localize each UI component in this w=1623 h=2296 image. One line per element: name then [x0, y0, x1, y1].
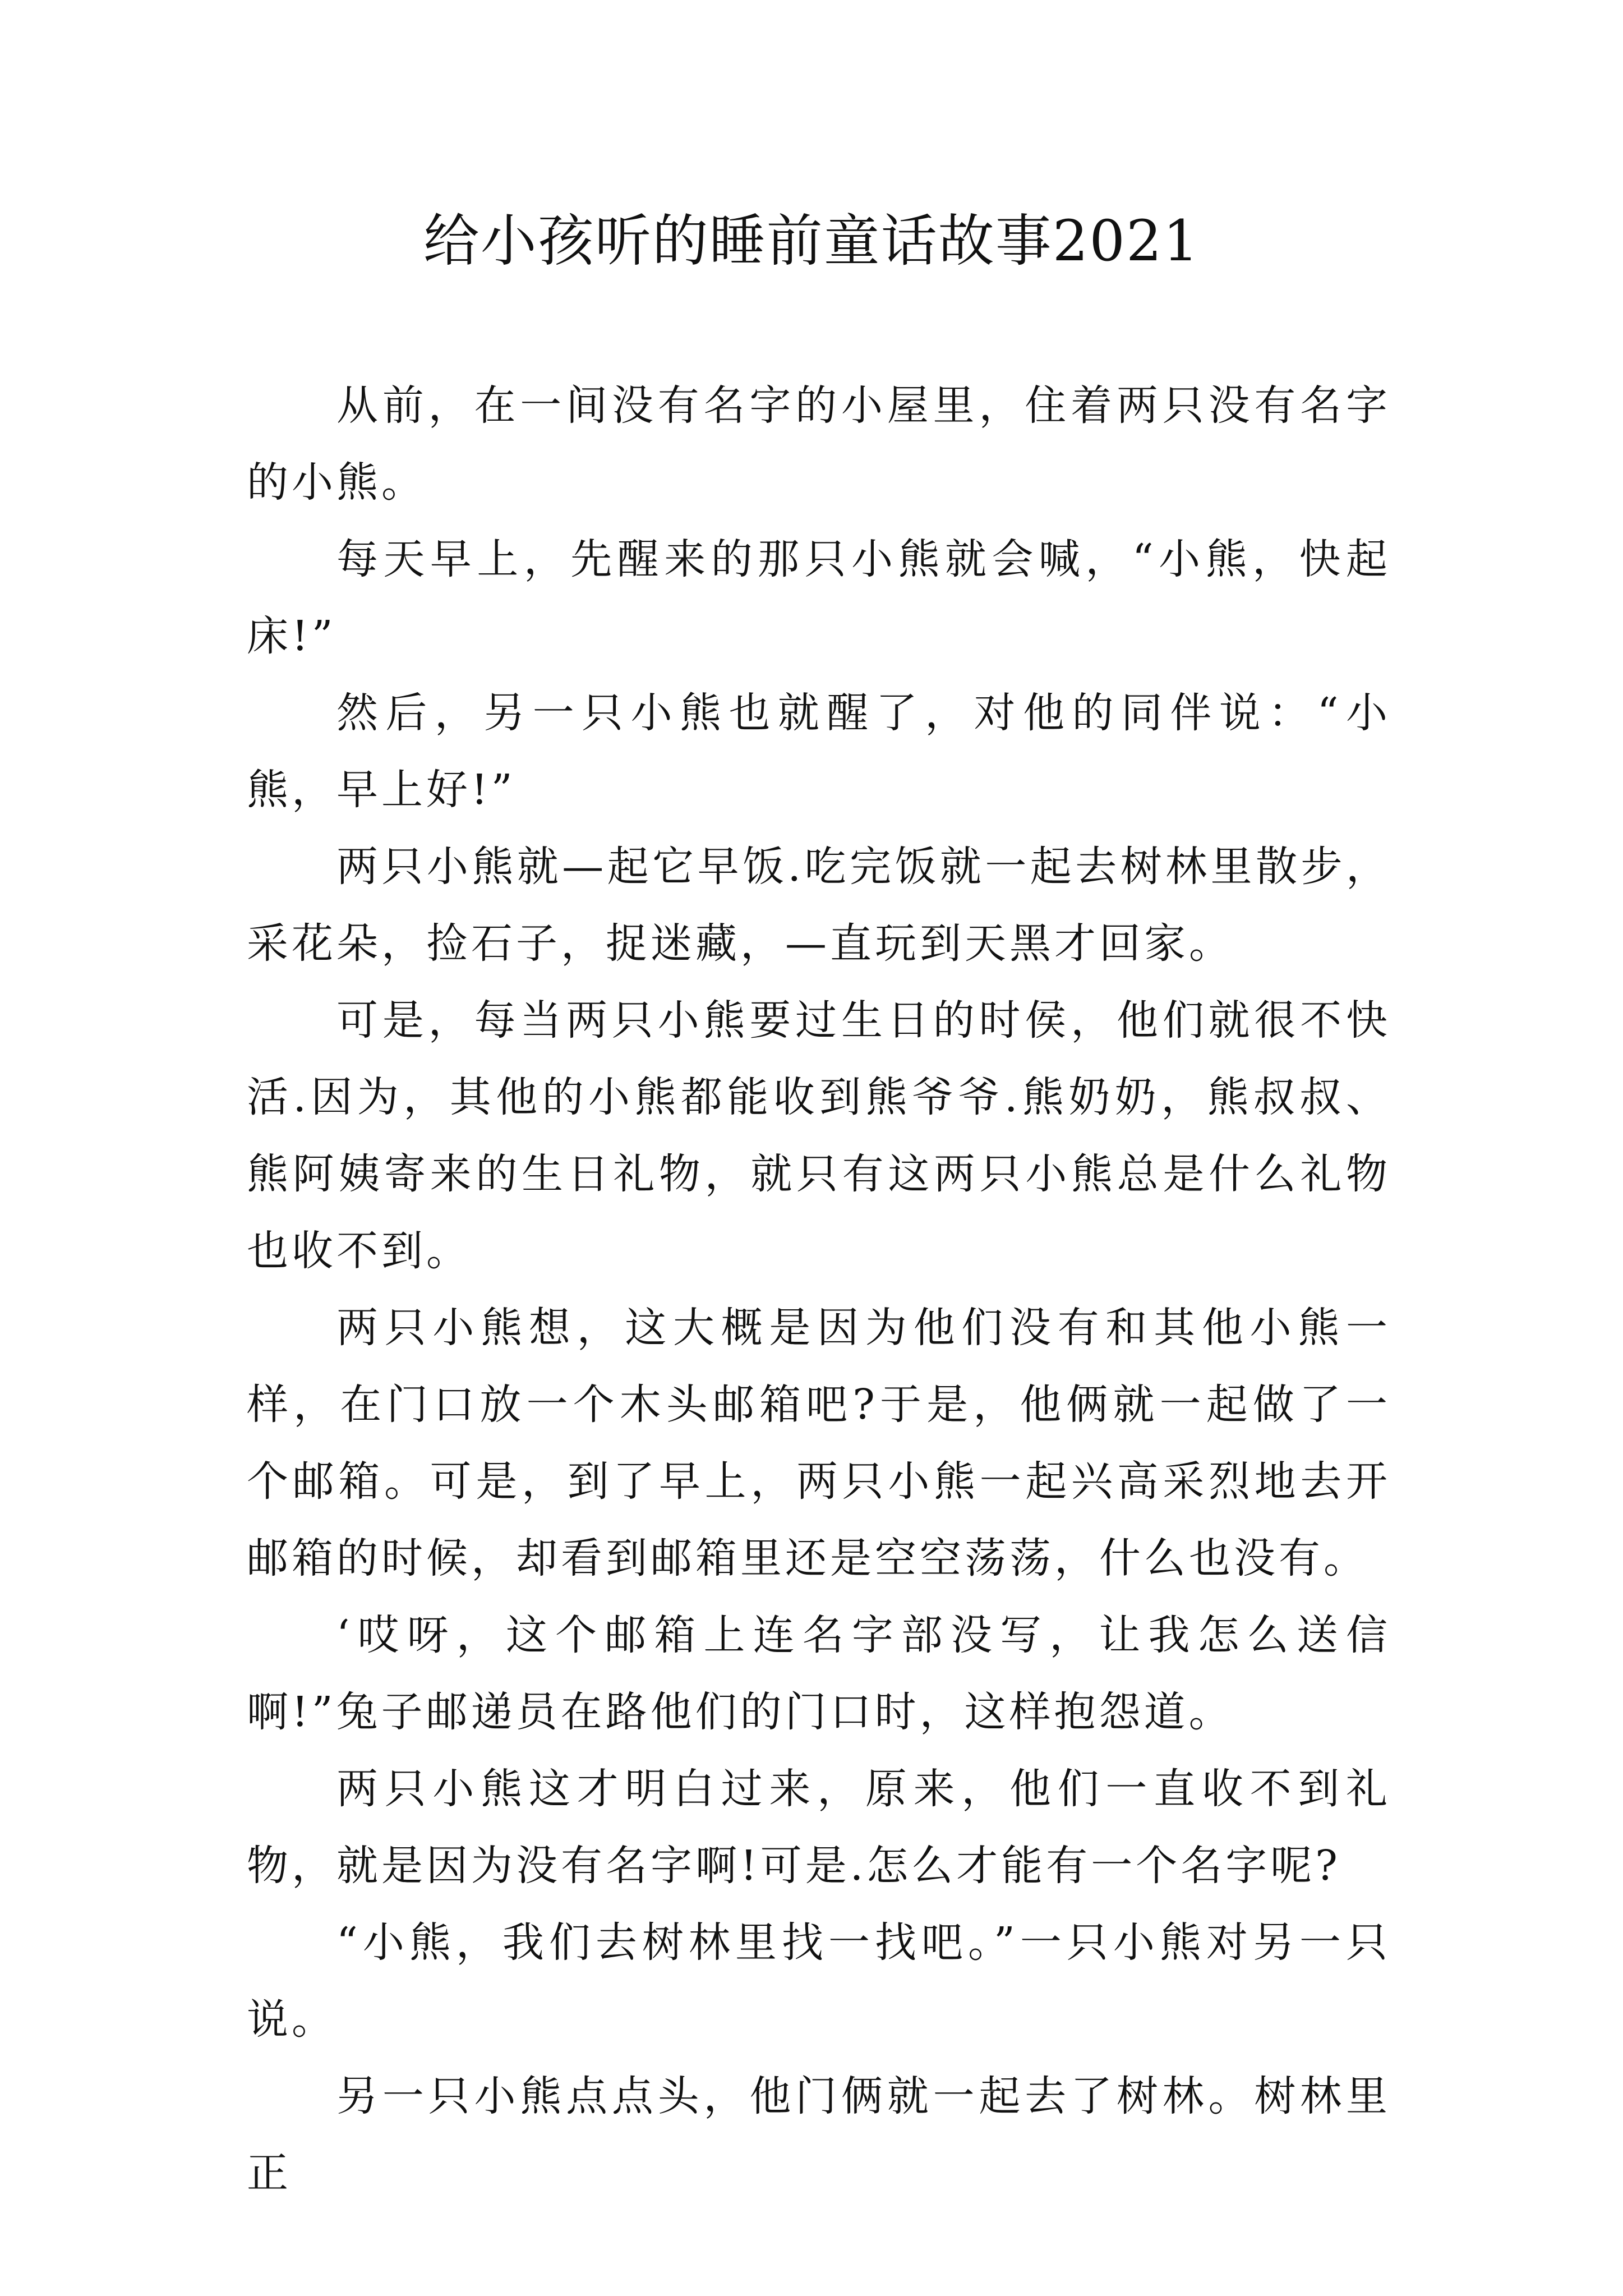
paragraph: 两只小熊就—起它早饭.吃完饭就一起去树林里散步，采花朵，捡石子，捉迷藏，—直玩到天黑才回家。 — [247, 843, 1391, 968]
paragraph: 每天早上，先醒来的那只小熊就会喊，“小熊，快起床!” — [247, 535, 1391, 660]
paragraph: ‘哎呀，这个邮箱上连名字部没写，让我怎么送信啊!”兔子邮递员在路他们的门口时，这样抱怨道。 — [247, 1611, 1391, 1736]
paragraph: 两只小熊想，这大概是因为他们没有和其他小熊一样，在门口放一个木头邮箱吧?于是，他俩就一起做了一个邮箱。可是，到了早上，两只小熊一起兴高采烈地去开邮箱的时候，却看到邮箱里还是空空荡荡，什么也没有。 — [247, 1304, 1391, 1582]
paragraph: 然后，另一只小熊也就醒了，对他的同伴说：“小熊，早上好!” — [247, 689, 1391, 814]
document-title: 给小孩听的睡前童话故事2021 — [423, 208, 1200, 274]
paragraph: 另一只小熊点点头，他门俩就一起去了树林。树林里正 — [247, 2072, 1391, 2197]
document-body — [247, 367, 1391, 2212]
paragraph: “小熊，我们去树林里找一找吧。”一只小熊对另一只说。 — [247, 1918, 1391, 2044]
paragraph: 可是，每当两只小熊要过生日的时侯，他们就很不快活.因为，其他的小熊都能收到熊爷爷.熊奶奶，熊叔叔、熊阿姨寄来的生日礼物，就只有这两只小熊总是什么礼物也收不到。 — [247, 996, 1391, 1275]
paragraph: 两只小熊这才明白过来，原来，他们一直收不到礼物，就是因为没有名字啊!可是.怎么才能有一个名字呢? — [247, 1765, 1391, 1890]
paragraph: 从前，在一间没有名字的小屋里，住着两只没有名字的小熊。 — [247, 381, 1391, 507]
